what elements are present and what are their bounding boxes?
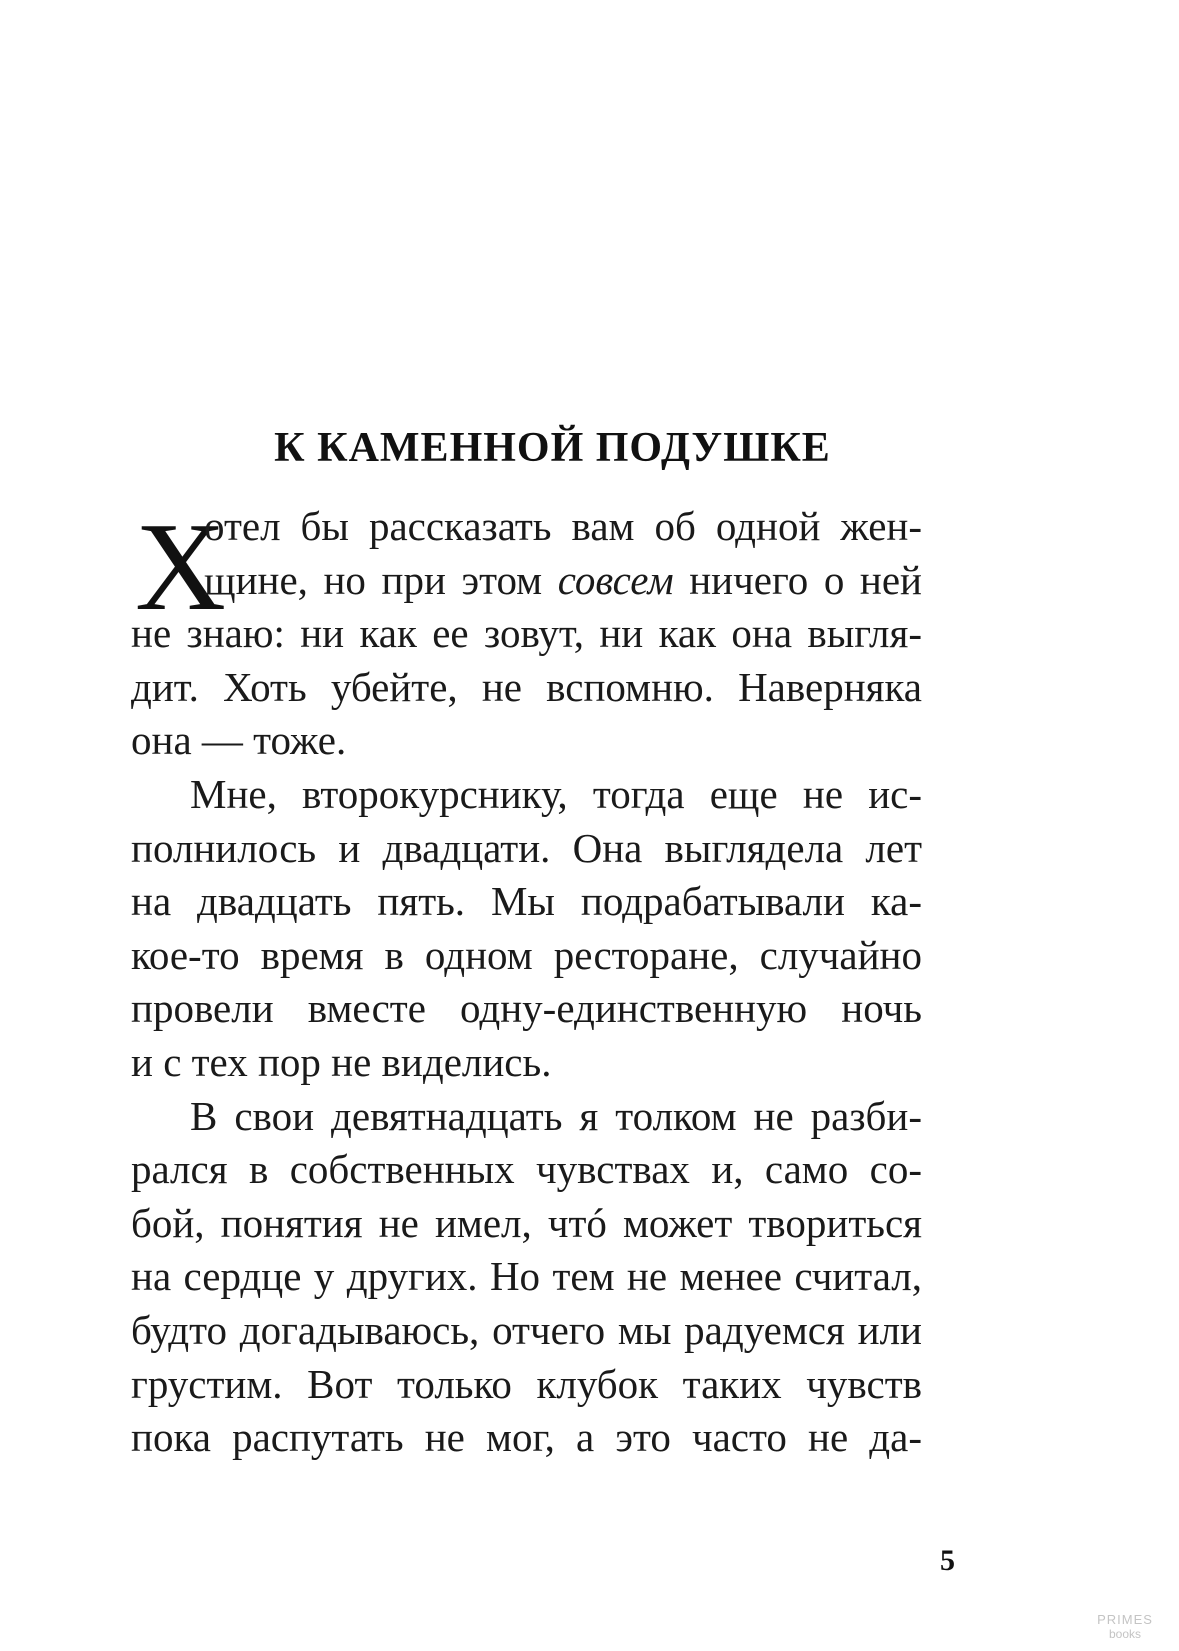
watermark-logo bbox=[1085, 1612, 1165, 1642]
page-number: 5 bbox=[940, 1544, 955, 1577]
text-line-8: на двадцать пять. Мы подрабатывали ка- bbox=[131, 878, 922, 924]
text-line-7: полнилось и двадцати. Она выглядела лет bbox=[131, 825, 922, 871]
text-line-1: отел бы рассказать вам об одной жен- bbox=[204, 503, 922, 549]
text-span: ничего о ней bbox=[673, 557, 922, 603]
drop-cap: Х bbox=[135, 498, 226, 637]
watermark-bottom-text: books bbox=[1108, 1627, 1142, 1641]
text-line-2 bbox=[204, 552, 922, 608]
text-line-14: бой, понятия не имел, чтó может твориться bbox=[131, 1200, 922, 1246]
text-line-3: не знаю: ни как ее зовут, ни как она выгля- bbox=[131, 610, 922, 656]
text-line-9: кое-то время в одном ресторане, случайно bbox=[131, 932, 922, 978]
text-span: щине, но при этом bbox=[204, 557, 558, 603]
text-line-10: провели вместе одну-единственную ночь bbox=[131, 985, 922, 1031]
text-line-15: на сердце у других. Но тем не менее считал, bbox=[131, 1253, 922, 1299]
text-line-6: Мне, второкурснику, тогда еще не ис- bbox=[190, 771, 922, 817]
text-line-17: грустим. Вот только клубок таких чувств bbox=[131, 1361, 922, 1407]
text-line-16: будто догадываюсь, отчего мы радуемся или bbox=[131, 1307, 922, 1353]
text-line-5: она — тоже. bbox=[131, 717, 347, 763]
watermark-top-text: PRIMES bbox=[1097, 1612, 1153, 1627]
text-line-12: В свои девятнадцать я толком не разби- bbox=[190, 1093, 922, 1139]
italic-emphasis: совсем bbox=[557, 557, 674, 603]
text-line-4: дит. Хоть убейте, не вспомню. Наверняка bbox=[131, 664, 922, 710]
text-line-11: и с тех пор не виделись. bbox=[131, 1039, 552, 1085]
text-line-13: рался в собственных чувствах и, само со- bbox=[131, 1146, 922, 1192]
chapter-title: К КАМЕННОЙ ПОДУШКЕ bbox=[274, 425, 831, 471]
text-line-18: пока распутать не мог, а это часто не да- bbox=[131, 1414, 922, 1460]
